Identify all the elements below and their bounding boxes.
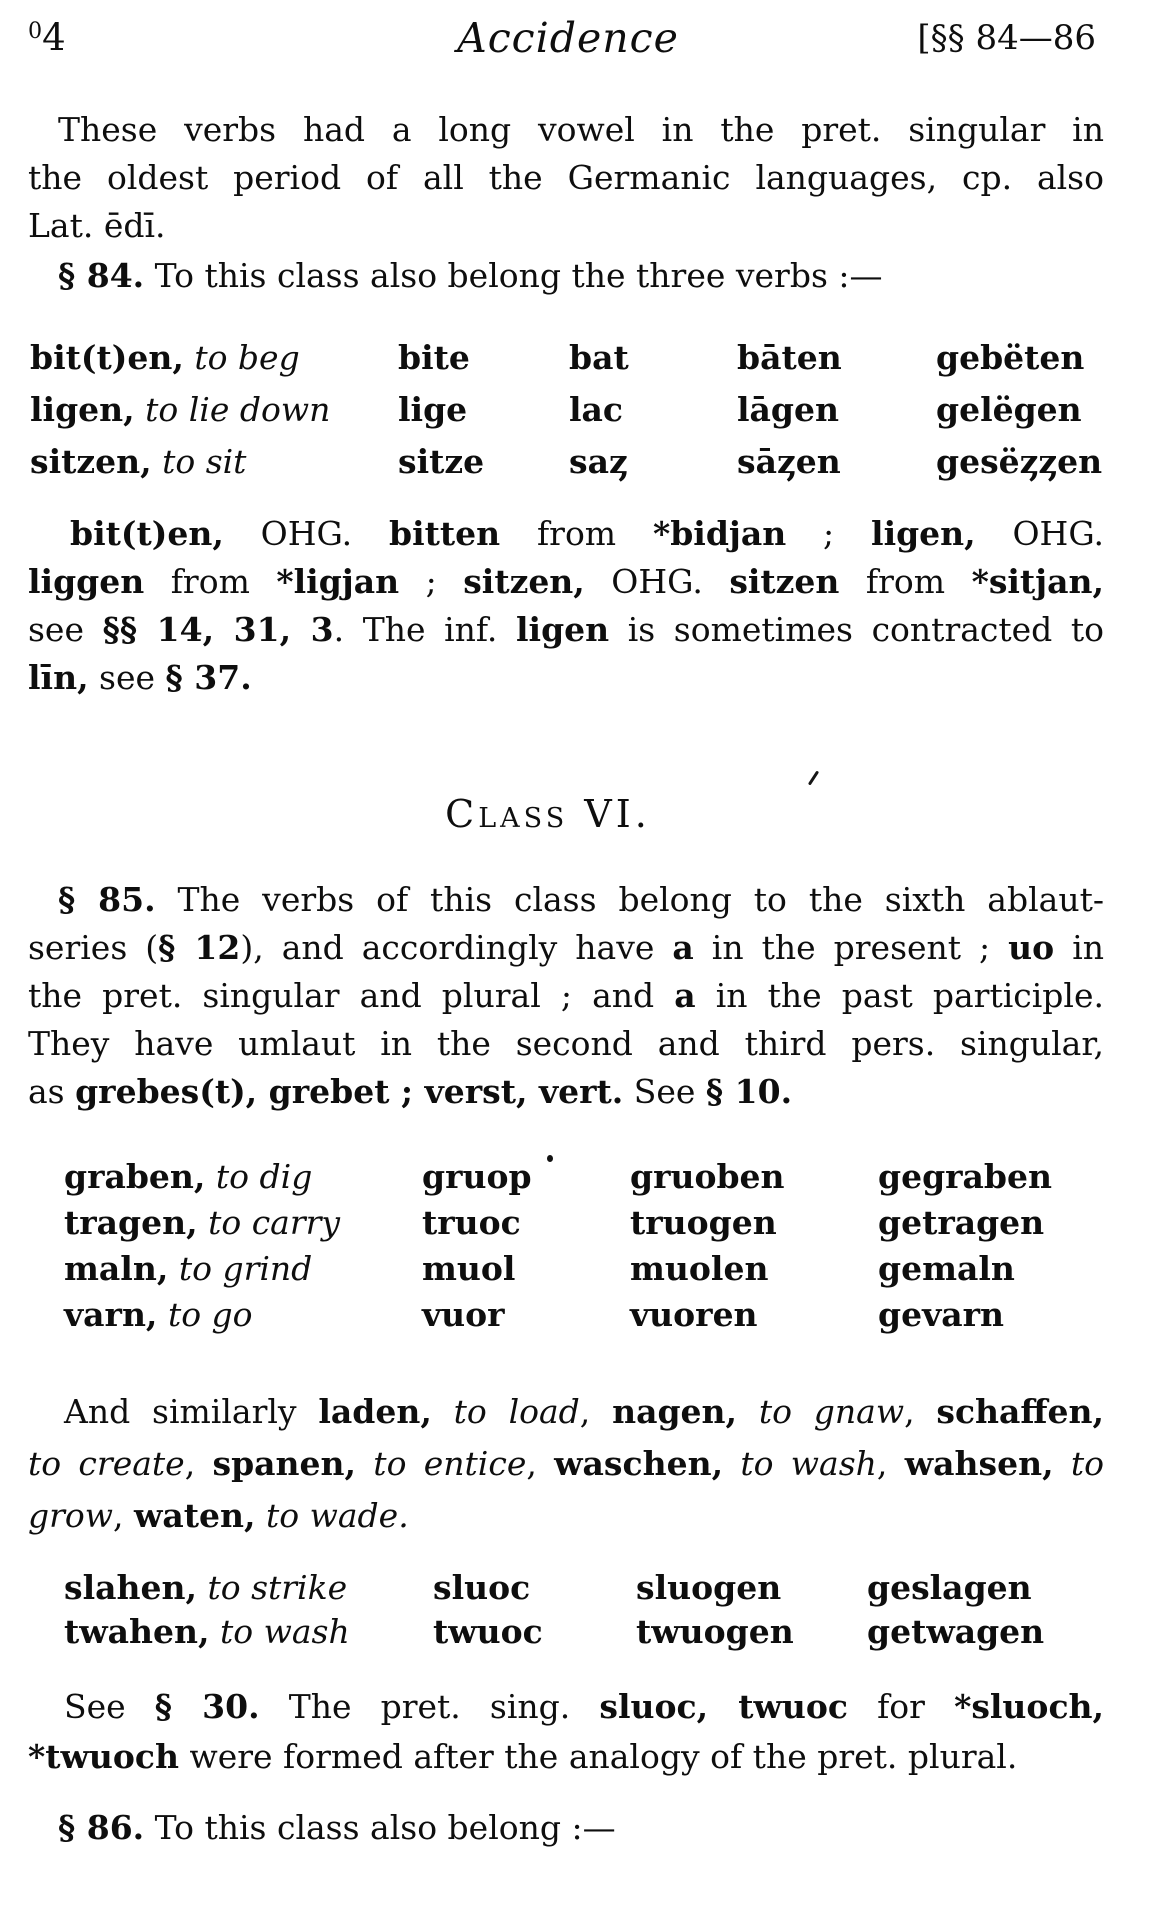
verb-gloss-cell [30,332,398,384]
text-segment: § 12 [158,928,241,967]
verb: maln, [64,1249,169,1288]
form-cell: bite [398,338,470,377]
table-row [64,1292,1126,1338]
text-segment: to [1053,1444,1104,1483]
text-segment: from [839,562,972,601]
class-vi-heading: Class VI. [445,792,651,836]
verb-table-1 [30,332,1126,488]
text-segment: sitzen, [463,562,585,601]
text-segment: And similarly [64,1392,319,1431]
form-cell: bāten [737,338,842,377]
section-number: § 85. [58,880,156,919]
section-number: § 84. [58,256,145,295]
text-segment: is sometimes contracted to [609,610,1104,649]
running-title: Accidence [457,14,679,62]
text-segment: from [144,562,277,601]
text-segment: ligen [516,610,610,649]
verb-gloss-cell [64,1610,433,1654]
text-segment: § 30. [154,1687,260,1726]
text-line [28,1732,1104,1782]
text-line [28,1490,1104,1542]
gloss: to dig [215,1157,313,1196]
verb: varn, [64,1295,158,1334]
form-cell: muol [422,1249,516,1288]
text-segment: as [28,1072,76,1111]
verb-gloss-cell [64,1246,422,1292]
text-line [28,1438,1104,1490]
form-cell: vuor [422,1295,505,1334]
text-segment: see [28,610,103,649]
verb-gloss-cell [64,1200,422,1246]
table-row [64,1200,1126,1246]
section-86-intro [28,1804,1104,1852]
text-line [28,154,1104,202]
form-cell: sitze [398,442,485,481]
verb: twahen, [64,1612,210,1651]
text-line [28,972,1104,1020]
text-line [28,202,1104,250]
form-cell: truogen [630,1203,777,1242]
text-segment: OHG. [584,562,730,601]
scan-artifact-tick [808,770,819,785]
form-cell: lige [398,390,468,429]
text-segment: The pret. sing. [259,1687,600,1726]
text-segment: a [674,976,696,1015]
text-segment: *sitjan, [971,562,1104,601]
form-cell: vuoren [630,1295,758,1334]
verb: slahen, [64,1568,197,1607]
table-row [30,436,1126,488]
form-cell: twuogen [636,1612,794,1651]
text-segment: , [526,1444,555,1483]
text-segment: ; [786,514,872,553]
form-cell: geslagen [867,1568,1032,1607]
table-row [30,332,1126,384]
gloss: to strike [207,1568,348,1607]
text-segment: waten, [134,1496,256,1535]
text-segment: OHG. [223,514,390,553]
paragraph-intro [28,106,1104,250]
page-number: 04 [28,16,66,59]
verb: graben, [64,1157,206,1196]
text-segment: a [672,928,694,967]
text-segment: , [579,1392,613,1431]
text-segment: liggen [28,562,145,601]
text-segment: These verbs had a long vowel in the pret. singular in [58,110,1104,149]
section-85-paragraph [28,876,1104,1116]
text-segment: §§ 14, 31, 3 [102,610,334,649]
text-segment: schaffen, [936,1392,1104,1431]
verb-gloss-cell [64,1292,422,1338]
text-segment: The verbs of this class belong to the sixth ablaut- [155,880,1104,919]
text-segment: See [64,1687,155,1726]
form-cell: gevarn [878,1295,1005,1334]
form-cell: gruoben [630,1157,785,1196]
gloss: to carry [208,1203,341,1242]
form-cell: truoc [422,1203,521,1242]
form-cell: sluogen [636,1568,782,1607]
verb-gloss-cell [64,1566,433,1610]
similarly-paragraph [28,1386,1104,1542]
text-segment: bitten [389,514,501,553]
text-segment: *twuoch [28,1737,179,1776]
form-cell: twuoc [433,1612,543,1651]
text-line [28,876,1104,924]
text-segment: § 10. [705,1072,793,1111]
section-84-intro [28,252,1104,300]
text-segment: in the present ; [693,928,1009,967]
text-segment: series ( [28,928,159,967]
text-segment: ), and accordingly have [240,928,673,967]
text-segment: in the past participle. [695,976,1105,1015]
see-30-note [28,1682,1104,1782]
form-cell: lac [569,390,624,429]
table-row [64,1610,1126,1654]
text-line [28,1020,1104,1068]
form-cell: gesëȥȥen [936,442,1103,481]
gloss: to beg [194,338,300,377]
verb-table-2 [64,1154,1126,1338]
form-cell: gemaln [878,1249,1015,1288]
form-cell: sluoc [433,1568,531,1607]
text-line [28,510,1104,558]
text-line [28,654,1104,702]
text-segment: līn, [28,658,89,697]
text-segment: to load [431,1392,580,1431]
text-segment: to entice [356,1444,527,1483]
table-row [64,1566,1126,1610]
text-segment: grow [28,1496,114,1535]
ohg-note-paragraph [28,510,1104,702]
verb: ligen, [30,390,135,429]
form-cell: lāgen [737,390,839,429]
form-cell: getragen [878,1203,1045,1242]
text-segment: from [500,514,653,553]
text-segment: wahsen, [904,1444,1054,1483]
verb: bit(t)en, [30,338,184,377]
text-segment: To this class also belong the three verbs :— [144,256,883,295]
text-segment: to wash [723,1444,877,1483]
text-segment: *bidjan [652,514,787,553]
text-segment: They have umlaut in the second and third pers. singular, [28,1024,1104,1063]
text-segment: waschen, [554,1444,724,1483]
text-segment: *ligjan [276,562,400,601]
text-segment: to create [28,1444,185,1483]
text-segment: spanen, [212,1444,356,1483]
text-segment: Lat. ēdī. [28,206,166,245]
text-segment: To this class also belong :— [144,1808,616,1847]
text-segment: , [904,1392,937,1431]
verb-gloss-cell [64,1154,422,1200]
form-cell: getwagen [867,1612,1045,1651]
text-segment: for [847,1687,955,1726]
form-cell: muolen [630,1249,769,1288]
text-segment: sluoc, twuoc [599,1687,848,1726]
text-segment: to wade. [255,1496,409,1535]
text-segment: , [876,1444,905,1483]
text-line [28,1386,1104,1438]
table-row [64,1154,1126,1200]
text-segment: sitzen [729,562,840,601]
text-line [28,924,1104,972]
form-cell: bat [569,338,629,377]
gloss: to lie down [145,390,331,429]
verb-table-3 [64,1566,1126,1654]
text-segment: *sluoch, [954,1687,1105,1726]
text-segment: the pret. singular and plural ; and [28,976,675,1015]
text-segment: uo [1008,928,1055,967]
text-segment: OHG. [975,514,1105,553]
text-segment: See [623,1072,706,1111]
form-cell: gelëgen [936,390,1082,429]
text-line [28,606,1104,654]
text-line [28,1068,1104,1116]
verb: sitzen, [30,442,152,481]
text-segment: § 37. [165,658,252,697]
form-cell: saȥ [569,442,628,481]
text-segment: bit(t)en, [70,514,224,553]
text-segment: . The inf. [333,610,516,649]
text-segment: ; [399,562,464,601]
verb-gloss-cell [30,384,398,436]
form-cell: gruop [422,1157,532,1196]
table-row [64,1246,1126,1292]
text-line [28,252,1104,300]
gloss: to go [167,1295,253,1334]
form-cell: gegraben [878,1157,1052,1196]
gloss: to sit [162,442,247,481]
text-segment: grebes(t), grebet ; verst, vert. [75,1072,624,1111]
text-segment: laden, [318,1392,432,1431]
verb: tragen, [64,1203,198,1242]
form-cell: sāȥen [737,442,841,481]
text-segment: ligen, [871,514,976,553]
text-segment: in [1054,928,1104,967]
text-segment: the oldest period of all the Germanic languages, cp. also [28,158,1104,197]
table-row [30,384,1126,436]
section-number: § 86. [58,1808,145,1847]
text-segment: , [184,1444,213,1483]
verb-gloss-cell [30,436,398,488]
text-line [28,1804,1104,1852]
text-line [28,106,1104,154]
gloss: to grind [178,1249,313,1288]
text-line [28,1682,1104,1732]
text-segment: to gnaw [737,1392,905,1431]
text-segment: see [88,658,166,697]
text-segment: nagen, [612,1392,738,1431]
gloss: to wash [220,1612,350,1651]
text-line [28,558,1104,606]
text-segment: , [113,1496,134,1535]
text-segment: were formed after the analogy of the pret. plural. [179,1737,1018,1776]
section-range: [§§ 84—86 [917,18,1096,58]
form-cell: gebëten [936,338,1085,377]
